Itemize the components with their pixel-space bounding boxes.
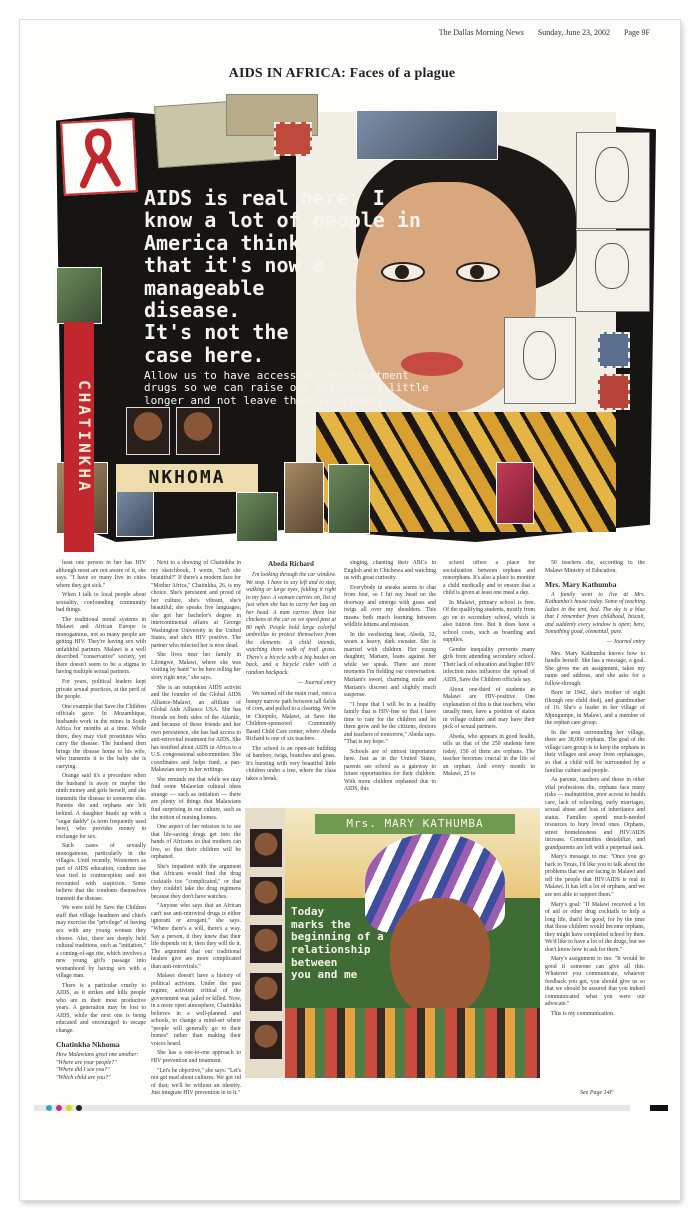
registration-bar: [650, 1105, 668, 1111]
paragraph: Malawi doesn't have a history of political activism. Under the past regime, activism critical of the government was jailed or killed. Now, in a more open atmosphere, Chatinkha believes in a well-planned and schools, to change a mind-set where "people will generally go to their homes" rather than making their voices heard.: [151, 973, 241, 1047]
folio-paper: The Dallas Morning News: [438, 28, 524, 37]
journal-signature: — Journal entry: [298, 679, 336, 686]
paragraph: One aspect of her mission is to see that life-saving drugs get into the hands of Africans so that mothers can live, so that their children will be orphaned.: [151, 824, 241, 861]
folio-page: Page 9F: [624, 28, 650, 37]
quote-line: relationship: [291, 942, 371, 956]
paragraph: Mary's assignment to me: "It would be good if someone can give all this. Whatever you communicate, whatever feedback you got, you should give us so that we should be assured that you indeed communicated what you were our advocate.": [545, 956, 645, 1008]
paragraph: Born in 1942, she's mother of eight (though one child died), and grandmother of 16. She's a leader in her village of Mpingumpe, in Malawi, and a member of the orphan care group.: [545, 690, 645, 727]
people-photo: [328, 464, 370, 534]
aids-ribbon-icon: [60, 118, 138, 196]
quote-line: America think: [144, 230, 301, 255]
paragraph: Abeda, who appears in good health, tells us that of the 250 students here today, 150 of them are orphans. The teacher becomes crucial in the life of an orphan. And every month in Malawi, 25 to: [443, 733, 535, 778]
paragraph: singing, chanting their ABCs in English and in Chichewa and watching us with great curiosity.: [344, 560, 436, 582]
paragraph: She reminds me that while we may find some Malawian cultural ideas strange — such as initiation — there are plenty of things that Malawians find surprising in our culture, such as the notion of nursing homes.: [151, 776, 241, 821]
paragraph: She has a one-to-one approach to HIV prevention and treatment.: [151, 1050, 241, 1064]
postage-stamp-image: [598, 332, 630, 368]
people-photo: [284, 462, 324, 534]
quote-line: beginning of a: [291, 930, 384, 944]
portrait-photo: [249, 1020, 283, 1060]
registration-dot: [66, 1105, 72, 1111]
paragraph: About one-third of students in Malawi are HIV-positive. One explanation of this is that teachers, who usually men, have a position of status in village culture and may have their pick of sexual partners.: [443, 686, 535, 731]
text-column-6: [545, 560, 645, 1080]
paragraph: Mary's message to me: "Once you go back to Texas, I'd like you to talk about the problems that we are facing in Malawi and tell the people that HIV/AIDS is real in Malawi. It has left a lot of orphans, and we are not able to support them.": [545, 854, 645, 898]
paragraph: She's impatient with the argument that Africans would find the drug cocktails too "complicated," or that they couldn't take the drug regimens because they don't have watches.: [151, 863, 241, 900]
jump-line: See Page 14F: [580, 1090, 614, 1096]
collage-mary-kathumba: [245, 808, 540, 1078]
quote-line: between: [291, 955, 338, 969]
section-subhead: Mrs. Mary Kathumba: [545, 580, 617, 590]
paragraph: Everybody in sneaks seems to chat from four, so I hit my head on the doorway and emerge with grass and twigs all over my shoulders. This means both much learning between wildlife kittens and mission.: [344, 584, 436, 629]
portrait-photo: [176, 407, 220, 455]
paragraph: She lives near her family in Lilongwe, Malawi, where she was visiting by hand "to be here telling her story right now," she says.: [151, 652, 241, 681]
sketch-mother-child: [576, 230, 650, 312]
greeting-line: "Where did I see you?": [56, 1067, 110, 1074]
quote-line: disease.: [144, 297, 241, 322]
paragraph: "I hope that I will be in a healthy family that is HIV-free so that I have time to care for the children and let them grow and be the citizens, doctors and teachers of tomorrow," Abeda says. "That is my hope.": [344, 701, 436, 746]
paragraph: This is my communication.: [551, 1010, 615, 1017]
quote-line: AIDS is real here. I: [144, 186, 385, 210]
paragraph: We were told by Save the Children staff that village headmen and chiefs may exercise the "privilege" of having sex with any young woman they choose. Also, there are deeply held cultural traditions, such as "initiation," a coming-of-age rite, which involves a new young girl's passage into womanhood by having sex with a village man.: [56, 905, 146, 980]
paragraph: The traditional moral systems in Malawi and African Europe is monogamous, not so many people are getting HIV. They're having sex with unfaithful partners. Malawi is a well described "conservative" society, yet there doesn't seem to be a stigma to having multiple sexual partners.: [56, 616, 146, 676]
collage-quote: [144, 187, 434, 407]
portrait-photo: [249, 828, 283, 868]
paragraph: She is an outspoken AIDS activist and the founder of the Global AIDS Alliance-Malawi, an affiliate of Global Aids Alliance USA. She has friends on both sides of the Atlantic, and because of those friends and her own persistence, she has had access to anti-retroviral treatment for AIDS. She has testified about AIDS in Africa to a U.S. congressional subcommittee. She coordinates and helps fund, a pan-Malawian story in her writings.: [151, 684, 241, 774]
quote-line: marks the: [291, 917, 351, 931]
collage-chatinkha: [56, 92, 656, 552]
paragraph: There is a particular cruelty to AIDS, as it strikes and kills people who are in their most productive years. A generation may be lost to AIDS, while the next one is being educated and encouraged to escape change.: [56, 982, 146, 1034]
paragraph: 50 teachers die, according to the Malawi Ministry of Education.: [545, 560, 645, 574]
paragraph: We turned off the main road, onto a bumpy narrow path between tall fields of corn, and pulled to a clearing. We're in Chiopulo, Malawi, at Save the Children-sponsored Community Based Child Care center, where Abeda Richard is one of six teachers.: [246, 691, 336, 743]
paragraph: The school is an open-air building of bamboo, twigs, branches and grass. It's bursting with very beautiful little children under a tree, where the class takes a break.: [246, 745, 336, 782]
greeting-tagline: How Malawians greet one another:: [56, 1052, 139, 1059]
quote-line: know a lot of people in: [144, 208, 421, 233]
paragraph: When I talk to local people about sexuality, confounding community bad things.: [56, 592, 146, 614]
paragraph: Next to a drawing of Chatinkha in my sketchbook, I wrote, "Isn't she beautiful?" If there's a modern face for "Mother Africa," Chatinkha, 26, is my choice. She's persistent and proud of her culture, she's vibrant, she's beautiful; she speaks five languages; she got her bachelor's degree in intercontinental affairs at George Washington University in the United States, and she's HIV positive. The partner who infected her is now dead.: [151, 560, 241, 649]
section-name: Chatinkha Nkhoma: [56, 1040, 120, 1050]
sketch-man: [576, 132, 650, 229]
journal-intro: I'm looking through the car window. We stop. I have to say left and to stay, walking or large eyes, folding it right to my face. A woman carries on, list of just when she has to carry her bag on her head. A man carries three live chickens at the car as we speed past at 80 mph. People hold large colorful umbrellas to protect themselves from the elements. A child intends, watching them walk of trail grass. There's a bicycle with a big basket on back, and a bicycle rider with a random backpack.: [246, 572, 336, 676]
quote-line: that it's now a: [144, 253, 325, 278]
woman-in-pink-photo: [496, 462, 534, 524]
registration-dot: [56, 1105, 62, 1111]
quote-line: you and me: [291, 968, 358, 982]
street-photo: [356, 110, 498, 160]
quote-line: It's not the: [144, 320, 289, 345]
registration-dot: [76, 1105, 82, 1111]
page-headline: AIDS IN AFRICA: Faces of a plague: [228, 66, 456, 81]
collage-quote: [291, 906, 401, 982]
sketch-woman-child: [504, 317, 576, 404]
paragraph: "Let's be objective," she says. "Let's not get mad about cultures. We got rid of that; we'll be without an identity. Just integrate HIV prevention in to it.": [151, 1067, 241, 1097]
paragraph: "Anyone who says that an African can't use anti-retroviral drugs is either ignorant or arrogant," she says. "Where there's a will, there's a way. Say a person, if they knew that their life depends on it, then they will do it. The argument that our traditional healers give are more complicated than anti-retrovirals.": [151, 903, 241, 970]
paragraph: Orange said it's a procedure when the husband is away or maybe the ninth money and girls herself, and she transmits the disease to someone else. Parents die and orphans are left behind. A daughter heads up with a "sugar daddy" (a term frequently used here), who provides money in exchange for sex.: [56, 773, 146, 840]
quote-line: Today: [291, 905, 325, 918]
paragraph: Such cases of sexually monogamous, particularly in the villages. Until recently, Westerners as part of AIDS education, condom use was tied to contraception and not recounted with suspicion. Some believe that the condoms themselves transmit the disease.: [56, 843, 146, 902]
quote-line: manageable: [144, 275, 265, 300]
portrait-photo: [126, 407, 170, 455]
paragraph: Gender inequality prevents many girls from attending secondary school. Their lack of education and higher HIV infection rates influence the spread of AIDS, Save the Children officials say.: [443, 646, 535, 683]
quote-small: Allow us to have access to the treatment drugs so we can raise our children a little longer and not leave them as orphans.: [144, 369, 429, 407]
first-name-banner: CHATINKHA: [64, 322, 94, 552]
text-column-1: [56, 560, 146, 1082]
section-byline: Abeda Richard: [268, 560, 314, 568]
portrait-photo: [249, 924, 283, 964]
paragraph: least one person in her has HIV although most are not aware of it, she says. "I have so many live in cities where they got sick.": [56, 560, 146, 589]
mary-name-banner: Mrs. MARY KATHUMBA: [315, 814, 515, 834]
postage-stamp-image: [598, 374, 630, 410]
crowd-photo: [285, 1008, 540, 1078]
portrait-photo: [249, 876, 283, 916]
text-column-3: [246, 560, 336, 800]
last-name-banner: NKHOMA: [116, 464, 258, 492]
text-column-2: [151, 560, 241, 1100]
portrait-strip: [245, 808, 285, 1078]
book-cover-photo: [116, 487, 154, 537]
paragraph: Schools are of utmost importance here. Just as in the United States, parents see school as a gateway to future opportunities for their children. With more children orphaned due to AIDS, this: [344, 748, 436, 793]
bottom-rule: [34, 1105, 630, 1111]
paragraph: As parents, teachers and those in other vital professions die, orphans face many risks — malnutrition, poor access to health care, lack of schooling, early marriages, sexual abuse and loss of inheritance and status. Families spend much-needed resources to bury loved ones. Orphans, street homelessness and HIV/AIDS increase. Communities destabilize, and grandparents are left with a perpetual task.: [545, 777, 645, 851]
people-photo: [236, 492, 278, 542]
face-shape: [390, 898, 490, 1018]
greeting-line: "Where are your people?": [56, 1059, 117, 1066]
registration-dot: [46, 1105, 52, 1111]
paragraph: Mary's goal: "If Malawi received a lot of aid or other drug cocktails to help a long life, that'd be good, for by the time that those children would become orphans, they might have completed school by then. We'd like to have a lot of the drugs, but we don't know how to ask for them.": [545, 901, 645, 953]
portrait-photo: [249, 972, 283, 1012]
journal-signature: — Journal entry: [607, 639, 645, 645]
text-column-5: [443, 560, 535, 800]
right-eye: [456, 262, 500, 282]
journal-intro: A family went to live at Mrs. Kathumba's house today. Some of teaching ladies in the tent, bed. The sky is a blue that I remember from childhood, biscuit, and suddenly every window is open; here, Something good, elemental, pure.: [545, 591, 645, 636]
paragraph: Mrs. Mary Kathumba knows how to handle herself. She has a message, a goal. She gives me an assignment, takes my name and address, and she asks for a follow-through.: [545, 650, 645, 687]
paragraph: In the area surrounding her village, there are 38,000 orphans. The goal of the village care group is to keep the orphans in their villages and away from orphanages, so that a child will be surrounded by a familiar culture and people.: [545, 729, 645, 774]
paragraph: One example that Save the Children officials gave: In Mozambique, husbands work in the mines in South Africa for months at a time. While there, they may visit prostitutes who carry the disease. The husband then brings the disease home to his wife, who transmits it to the baby she is carrying.: [56, 703, 146, 770]
quote-line: case here.: [144, 342, 265, 367]
paragraph: For years, political leaders kept private sexual practices, at the peril of the people.: [56, 678, 146, 701]
greeting-line: "Which child are you?": [56, 1074, 111, 1081]
folio-date: Sunday, June 23, 2002: [537, 28, 610, 37]
folio-line: [34, 28, 650, 44]
village-photo: [56, 267, 102, 324]
postage-stamp-image: [274, 122, 312, 156]
paragraph: In Malawi, primary school is free. Of the qualifying students, mostly from go on to secondary school, which is also tuition free. But it does have a school costs, such as boarding and supplies.: [443, 599, 535, 644]
paragraph: In the sweltering heat, Abeda, 32, wears a heavy, dark sweater. She is married with children. Her young daughter, Mariam, leans against her while we speak. There are more moments I'm fielding our conversation. Mariam's sweet, charming smile and Mariam's discreet and slightly much suspense.: [344, 631, 436, 699]
text-column-4: [344, 560, 436, 800]
paragraph: school offers a place for socialization between orphans and nonorphans. It's also a place to monitor a child medically and to ensure that a child is given at least one meal a day.: [443, 560, 535, 597]
